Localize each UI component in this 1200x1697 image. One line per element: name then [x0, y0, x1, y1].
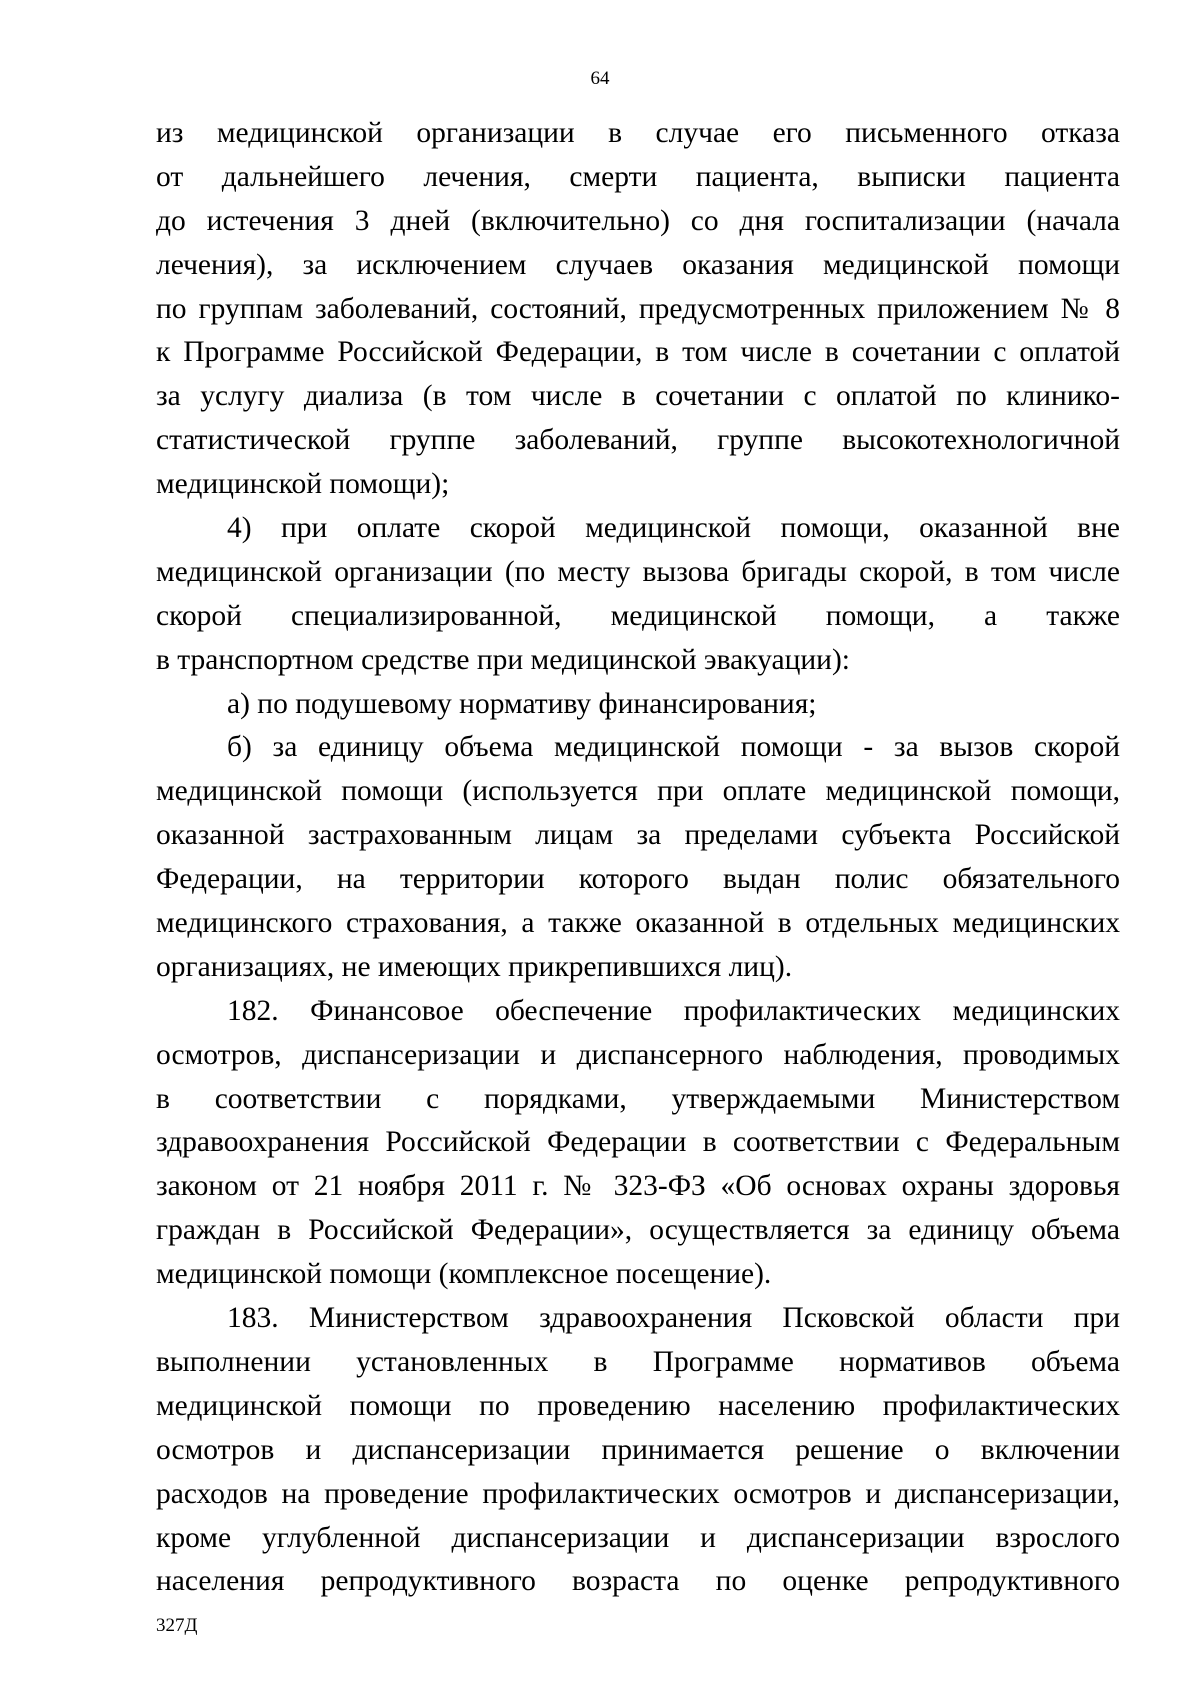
- text-line: из медицинской организации в случае его письменного отказа: [156, 117, 1120, 149]
- document-body: [156, 112, 1120, 1604]
- text-line: до истечения 3 дней (включительно) со дня госпитализации (начала: [156, 204, 1120, 237]
- text-line: от дальнейшего лечения, смерти пациента, выписки пациента: [156, 160, 1120, 193]
- text-line: к Программе Российской Федерации, в том числе в сочетании с оплатой: [156, 336, 1120, 369]
- text-line: медицинского страхования, а также оказанной в отдельных медицинских: [156, 907, 1120, 940]
- text-line: статистической группе заболеваний, группе высокотехнологичной: [156, 424, 1120, 457]
- text-line: Федерации, на территории которого выдан полис обязательного: [156, 863, 1120, 896]
- text-line: граждан в Российской Федерации», осуществляется за единицу объема: [156, 1214, 1120, 1247]
- text-line: осмотров и диспансеризации принимается решение о включении: [156, 1433, 1120, 1466]
- text-line: в транспортном средстве при медицинской эвакуации):: [156, 643, 850, 676]
- text-line: за услугу диализа (в том числе в сочетании с оплатой по клинико-: [156, 380, 1120, 413]
- page-number: 64: [590, 68, 610, 89]
- text-line: медицинской помощи);: [156, 468, 450, 501]
- text-line: 183. Министерством здравоохранения Псковской области при: [227, 1302, 1120, 1335]
- text-line: организациях, не имеющих прикрепившихся лиц).: [156, 950, 793, 983]
- text-line: 182. Финансовое обеспечение профилактических медицинских: [227, 994, 1120, 1027]
- text-line: в соответствии с порядками, утверждаемыми Министерством: [156, 1082, 1120, 1115]
- text-line: расходов на проведение профилактических осмотров и диспансеризации,: [156, 1477, 1120, 1510]
- text-line: кроме углубленной диспансеризации и диспансеризации взрослого: [156, 1521, 1120, 1554]
- text-line: осмотров, диспансеризации и диспансерного наблюдения, проводимых: [156, 1038, 1120, 1071]
- text-line: медицинской помощи (используется при оплате медицинской помощи,: [156, 775, 1120, 808]
- text-line: законом от 21 ноября 2011 г. № 323-ФЗ «Об основах охраны здоровья: [156, 1170, 1120, 1203]
- text-line: лечения), за исключением случаев оказания медицинской помощи: [156, 248, 1120, 281]
- text-line: 4) при оплате скорой медицинской помощи, оказанной вне: [227, 512, 1120, 545]
- text-line: населения репродуктивного возраста по оценке репродуктивного: [156, 1565, 1120, 1598]
- text-line: б) за единицу объема медицинской помощи - за вызов скорой: [227, 731, 1120, 764]
- text-line: медицинской организации (по месту вызова бригады скорой, в том числе: [156, 555, 1120, 588]
- text-line: по группам заболеваний, состояний, предусмотренных приложением № 8: [156, 292, 1120, 325]
- text-line: здравоохранения Российской Федерации в соответствии с Федеральным: [156, 1126, 1120, 1159]
- document-code: 327Д: [156, 1615, 198, 1636]
- text-line: оказанной застрахованным лицам за пределами субъекта Российской: [156, 819, 1120, 852]
- text-line: медицинской помощи по проведению населению профилактических: [156, 1389, 1120, 1422]
- text-line: выполнении установленных в Программе нормативов объема: [156, 1345, 1120, 1378]
- text-line: скорой специализированной, медицинской помощи, а также: [156, 599, 1120, 632]
- text-line: а) по подушевому нормативу финансирования;: [227, 687, 817, 720]
- text-line: медицинской помощи (комплексное посещение).: [156, 1258, 772, 1291]
